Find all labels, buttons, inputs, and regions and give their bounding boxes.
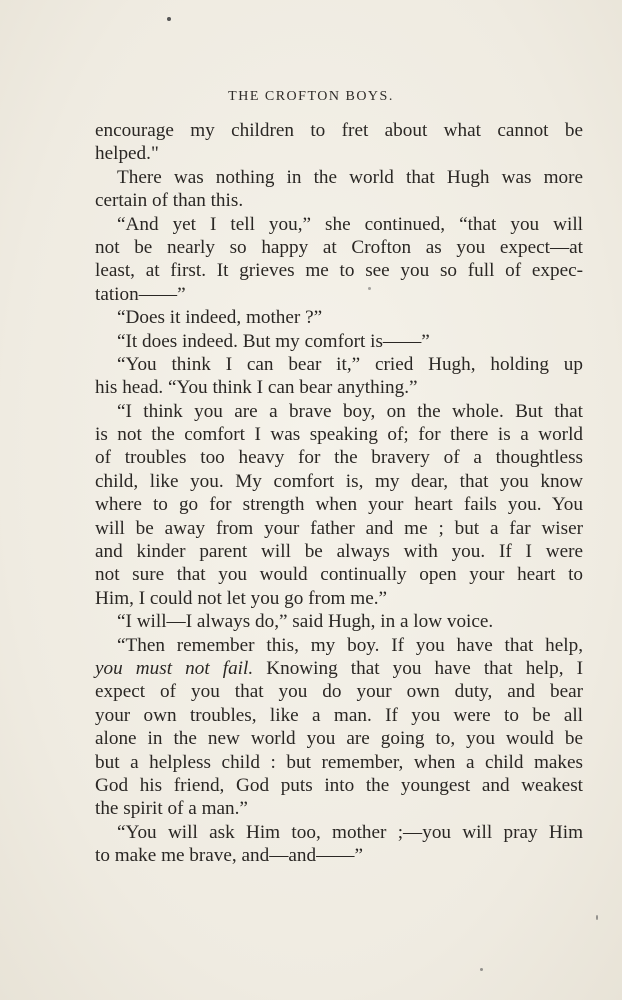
text-line: God his friend, God puts into the youngest and weakest (95, 774, 583, 796)
text-line: to make me brave, and—and——” (95, 845, 363, 867)
page-speck (368, 287, 371, 290)
text-line: is not the comfort I was speaking of; for there is a world (95, 424, 583, 446)
text-line: “And yet I tell you,” she continued, “that you will (117, 213, 583, 235)
text-line: not sure that you would continually open your heart to (95, 564, 583, 586)
text-line: “I think you are a brave boy, on the whole. But that (117, 400, 583, 422)
text-line: Him, I could not let you go from me.” (95, 587, 388, 609)
text-line: “Then remember this, my boy. If you have that help, (117, 634, 583, 656)
text-line: tation——” (95, 283, 186, 305)
text-line: “You will ask Him too, mother ;—you will pray Him (117, 821, 583, 843)
text-line: and kinder parent will be always with you. If I were (95, 541, 583, 563)
text-line: his head. “You think I can bear anything.” (95, 377, 418, 399)
text-line: will be away from your father and me ; but a far wiser (95, 517, 583, 539)
body-text (95, 119, 583, 868)
text-line: helped." (95, 143, 159, 165)
text-line: “You think I can bear it,” cried Hugh, holding up (117, 353, 583, 375)
text-line: “It does indeed. But my comfort is——” (117, 330, 430, 352)
page-speck (596, 915, 598, 920)
page-speck (167, 17, 171, 21)
text-line: alone in the new world you are going to, you would be (95, 728, 583, 750)
text-line (95, 657, 583, 680)
text-line: There was nothing in the world that Hugh was more (117, 166, 583, 188)
text-line: not be nearly so happy at Crofton as you expect—at (95, 236, 583, 258)
text-line-rest: Knowing that you have that help, I (266, 657, 584, 679)
text-line: child, like you. My comfort is, my dear, that you know (95, 470, 583, 492)
text-line: expect of you that you do your own duty, and bear (95, 681, 583, 703)
text-line: encourage my children to fret about what cannot be (95, 120, 583, 141)
text-line: “I will—I always do,” said Hugh, in a low voice. (117, 611, 494, 633)
text-line: but a helpless child : but remember, when a child makes (95, 751, 583, 773)
text-line: your own troubles, like a man. If you were to be all (95, 704, 583, 726)
text-line: the spirit of a man.” (95, 798, 248, 820)
text-line: of troubles too heavy for the bravery of a thoughtless (95, 447, 583, 469)
emphasis-text: you must not fail. (95, 657, 254, 679)
running-head: THE CROFTON BOYS. (228, 89, 394, 104)
text-line: least, at first. It grieves me to see you so full of expec- (95, 260, 583, 282)
text-line: certain of than this. (95, 190, 244, 212)
page-speck (480, 968, 483, 971)
text-line: “Does it indeed, mother ?” (117, 307, 323, 329)
text-line: where to go for strength when your heart fails you. You (95, 494, 583, 516)
